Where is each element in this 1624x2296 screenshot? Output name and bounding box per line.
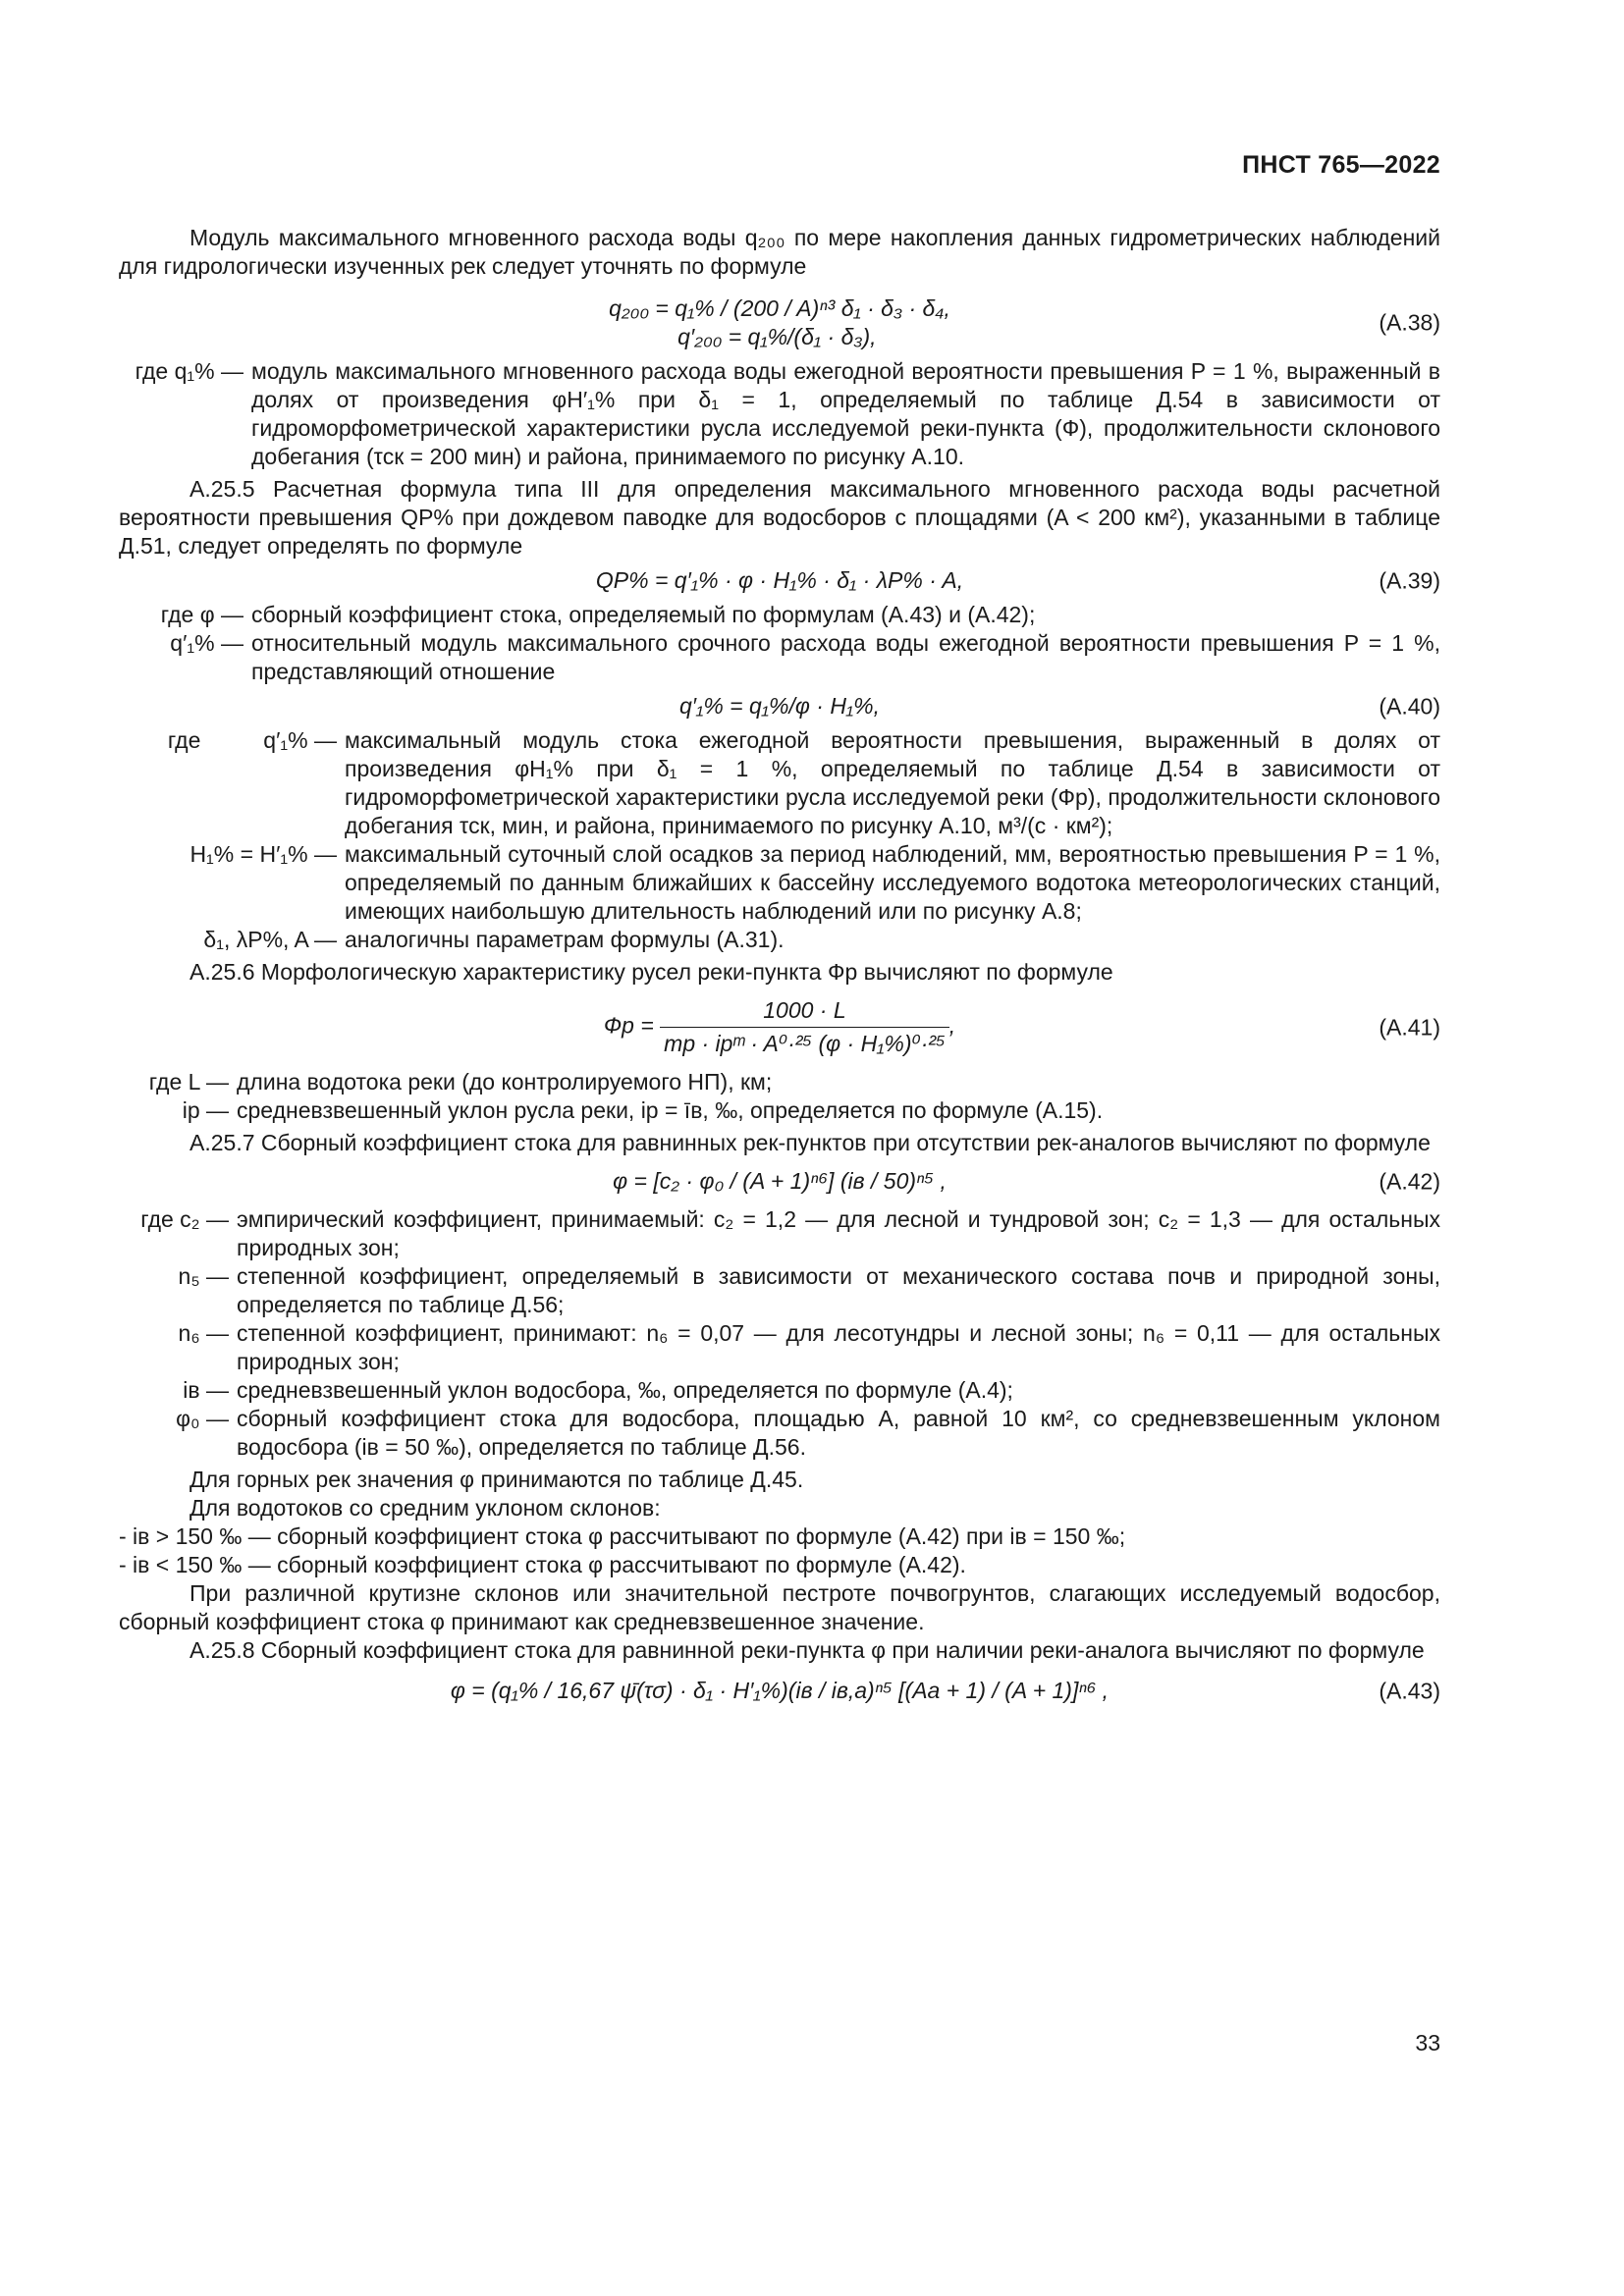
definition-text: длина водотока реки (до контролируемого НП), км; bbox=[237, 1069, 773, 1095]
definition-text: средневзвешенный уклон русла реки, ip = īв, ‰, определяется по формуле (А.15). bbox=[237, 1097, 1104, 1123]
definition-term: где q₁% — bbox=[135, 358, 244, 384]
slope-intro: Для водотоков со средним уклоном склонов: bbox=[189, 1495, 661, 1521]
definitions-a38 bbox=[119, 357, 1440, 471]
intro-paragraph: Модуль максимального мгновенного расхода воды q₂₀₀ по мере накопления данных гидрометрических наблюдений для гидрологически изученных рек следует уточнять по формуле bbox=[119, 225, 1440, 279]
definition-term: где L — bbox=[148, 1069, 229, 1095]
formula-a38 bbox=[119, 294, 1440, 351]
definition-text: эмпирический коэффициент, принимаемый: c₂ = 1,2 — для лесной и тундровой зон; c₂ = 1,3 — для остальных природных зон; bbox=[237, 1206, 1440, 1260]
formula-a41-trail: , bbox=[948, 1012, 956, 1039]
formula-a39 bbox=[119, 566, 1440, 595]
definition-text: степенной коэффициент, определяемый в зависимости от механического состава почв и природной зоны, определяется по таблице Д.56; bbox=[237, 1263, 1440, 1317]
definition-term: δ₁, λP%, A — bbox=[203, 927, 337, 952]
formula-a38-line2: q′₂₀₀ = q₁%/(δ₁ · δ₃), bbox=[677, 324, 877, 349]
slope-item-1: - iв > 150 ‰ — сборный коэффициент стока φ рассчитывают по формуле (А.42) при iв = 150 ‰; bbox=[119, 1523, 1126, 1549]
formula-a40 bbox=[119, 692, 1440, 721]
paragraph-a25-5: А.25.5 Расчетная формула типа III для определения максимального мгновенного расхода воды расчетной вероятности превышения QP% при дождевом паводке для водосборов с площадями (A < 200 км²), указанными в таблице Д.51, следует определять по формуле bbox=[119, 476, 1440, 559]
definition-text: максимальный модуль стока ежегодной вероятности превышения, выраженный в долях от произведения φH₁% при δ₁ = 1 %, определяемый по таблице Д.54 в зависимости от гидроморфометрической характеристики русла исследуемой реки (Фp), продолжительности склонового добегания τск, мин, и района, принимаемого по рисунку А.10, м³/(с · км²); bbox=[345, 727, 1440, 838]
paragraph-a25-8: А.25.8 Сборный коэффициент стока для равнинной реки-пункта φ при наличии реки-аналога вычисляют по формуле bbox=[189, 1637, 1425, 1663]
paragraph-a25-6: А.25.6 Морфологическую характеристику русел реки-пункта Фp вычисляют по формуле bbox=[189, 959, 1113, 985]
formula-a42 bbox=[119, 1167, 1440, 1196]
formula-a41-numerator: 1000 · L bbox=[660, 996, 949, 1028]
definition-term: где q′₁% — bbox=[167, 727, 337, 753]
definition-term: n₆ — bbox=[178, 1320, 229, 1346]
formula-a41 bbox=[119, 996, 1440, 1058]
definition-term: H₁% = H′₁% — bbox=[189, 841, 337, 867]
formula-a41-fraction bbox=[660, 996, 949, 1058]
formula-number: (A.41) bbox=[1379, 1014, 1440, 1040]
definition-term: n₅ — bbox=[178, 1263, 229, 1289]
document-page bbox=[119, 0, 1440, 2296]
definitions-a39 bbox=[119, 601, 1440, 686]
definition-term: iв — bbox=[183, 1377, 229, 1403]
formula-a43-text: φ = (q₁% / 16,67 ψ̄(τσ) · δ₁ · H′₁%)(iв / iв,a)ⁿ⁵ [(Aa + 1) / (A + 1)]ⁿ⁶ , bbox=[450, 1678, 1110, 1703]
formula-a41-lhs: Фp = bbox=[603, 1012, 654, 1039]
paragraph-a25-7: А.25.7 Сборный коэффициент стока для равнинных рек-пунктов при отсутствии рек-аналогов вычисляют по формуле bbox=[189, 1130, 1431, 1155]
definitions-a40 bbox=[119, 726, 1440, 954]
document-body bbox=[119, 224, 1440, 1717]
definition-text: степенной коэффициент, принимают: n₆ = 0,07 — для лесотундры и лесной зоны; n₆ = 0,11 — для остальных природных зон; bbox=[237, 1320, 1440, 1374]
formula-number: (A.39) bbox=[1379, 567, 1440, 593]
definition-text: сборный коэффициент стока, определяемый по формулам (А.43) и (А.42); bbox=[251, 602, 1036, 627]
definitions-a41 bbox=[119, 1068, 1440, 1125]
definition-text: средневзвешенный уклон водосбора, ‰, определяется по формуле (А.4); bbox=[237, 1377, 1013, 1403]
definition-term: где φ — bbox=[160, 602, 244, 627]
formula-a42-text: φ = [c₂ · φ₀ / (A + 1)ⁿ⁶] (iв / 50)ⁿ⁵ , bbox=[613, 1168, 947, 1194]
definition-term: где c₂ — bbox=[140, 1206, 229, 1232]
definition-text: модуль максимального мгновенного расхода воды ежегодной вероятности превышения P = 1 %, выраженный в долях от произведения φH′₁% при δ₁ = 1, определяемый по таблице Д.54 в зависимости от гидроморфометрической характеристики русла исследуемой реки-пункта (Ф), продолжительности склонового добегания (τск = 200 мин) и района, принимаемого по рисунку А.10. bbox=[251, 358, 1440, 469]
page-number: 33 bbox=[1415, 2030, 1440, 2056]
formula-a39-text: QP% = q′₁% · φ · H₁% · δ₁ · λP% · A, bbox=[595, 567, 964, 593]
formula-number: (A.40) bbox=[1379, 693, 1440, 719]
formula-number: (A.38) bbox=[1379, 309, 1440, 336]
formula-number: (A.42) bbox=[1379, 1168, 1440, 1194]
formula-a38-line1: q₂₀₀ = q₁% / (200 / A)ⁿ³ δ₁ · δ₃ · δ₄, bbox=[609, 295, 950, 321]
definition-term: φ₀ — bbox=[176, 1406, 229, 1431]
formula-a41-denominator: mp · ipᵐ · A⁰·²⁵ (φ · H₁%)⁰·²⁵ bbox=[664, 1031, 946, 1056]
definitions-a42 bbox=[119, 1205, 1440, 1462]
formula-number: (A.43) bbox=[1379, 1678, 1440, 1703]
mountain-rivers-note: Для горных рек значения φ принимаются по таблице Д.45. bbox=[189, 1467, 804, 1492]
definition-text: аналогичны параметрам формулы (А.31). bbox=[345, 927, 785, 952]
formula-a40-text: q′₁% = q₁%/φ · H₁%, bbox=[678, 693, 881, 719]
definition-text: максимальный суточный слой осадков за период наблюдений, мм, вероятностью превышения P = 1 %, определяемый по данным ближайших к бассейну исследуемого водотока метеорологических станций, имеющих наибольшую длительность наблюдений или по рисунку А.8; bbox=[345, 841, 1440, 924]
definition-term: ip — bbox=[182, 1097, 229, 1123]
paragraph-variegated-soils: При различной крутизне склонов или значительной пестроте почвогрунтов, слагающих исследуемый водосбор, сборный коэффициент стока φ принимают как средневзвешенное значение. bbox=[119, 1580, 1440, 1634]
definition-text: сборный коэффициент стока для водосбора, площадью A, равной 10 км², со средневзвешенным уклоном водосбора (iв = 50 ‰), определяется по таблице Д.56. bbox=[237, 1406, 1440, 1460]
definition-text: относительный модуль максимального срочного расхода воды ежегодной вероятности превышения P = 1 %, представляющий отношение bbox=[251, 630, 1440, 684]
slope-item-2: - iв < 150 ‰ — сборный коэффициент стока φ рассчитывают по формуле (А.42). bbox=[119, 1552, 966, 1577]
document-header: ПНСТ 765—2022 bbox=[1242, 151, 1440, 179]
definition-term: q′₁% — bbox=[170, 630, 244, 656]
formula-a43 bbox=[119, 1677, 1440, 1705]
